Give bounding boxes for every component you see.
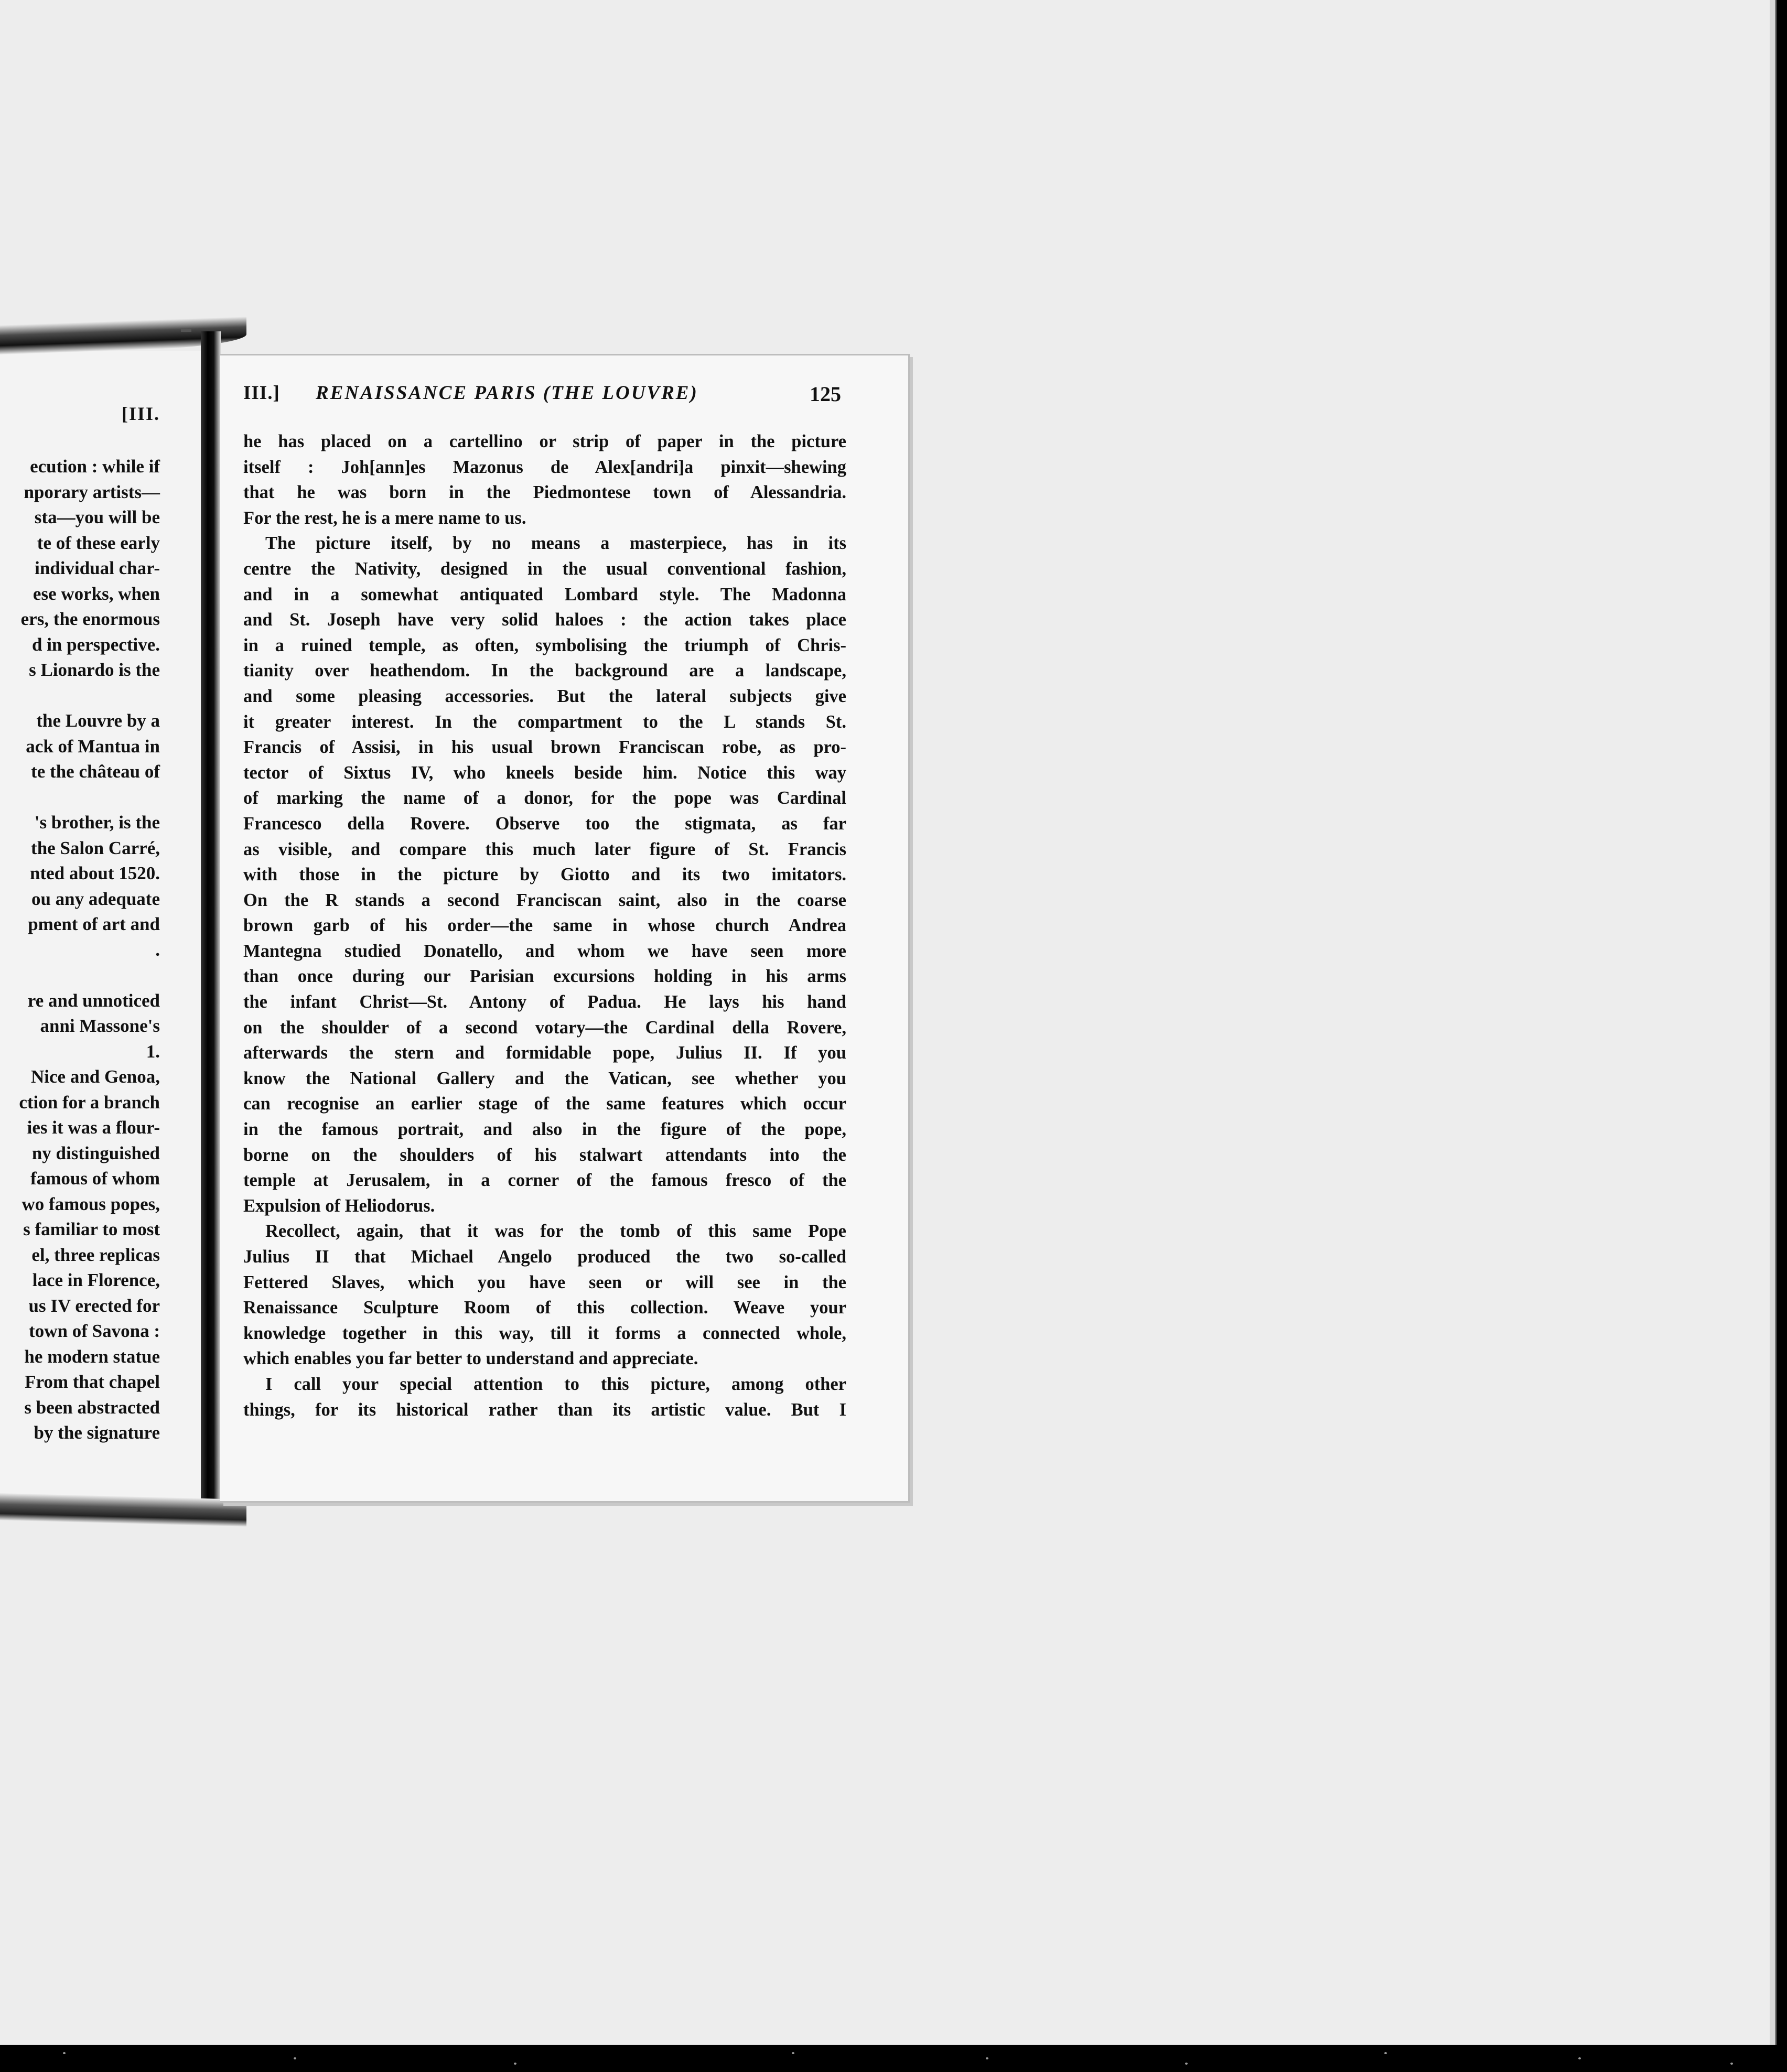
left-page-line: by the signature (34, 1422, 160, 1443)
body-line: borne on the shoulders of his stalwart attendants into the (243, 1145, 846, 1165)
left-page-line: s Lionardo is the (29, 660, 160, 680)
body-line: with those in the picture by Giotto and its two imitators. (243, 865, 846, 885)
left-page-line: ecution : while if (30, 456, 160, 477)
body-line: tianity over heathendom. In the background are a landscape, (243, 661, 846, 681)
left-page-line (0, 785, 160, 811)
body-line: knowledge together in this way, till it forms a connected whole, (243, 1323, 846, 1343)
left-page-line: re and unnoticed (27, 990, 160, 1011)
left-page-line (0, 683, 160, 709)
left-page-line: d in perspective. (31, 634, 160, 655)
left-page-line: nted about 1520. (30, 863, 160, 883)
body-line: and some pleasing accessories. But the lateral subjects give (243, 686, 846, 706)
left-page-line: lace in Florence, (32, 1270, 160, 1290)
left-page-header: [III. (121, 403, 160, 424)
film-speck (1730, 2063, 1733, 2065)
body-line: tector of Sixtus IV, who kneels beside him. Notice this way (243, 762, 846, 783)
left-page-line: nporary artists— (24, 481, 160, 502)
page-number: 125 (810, 382, 841, 406)
body-line: on the shoulder of a second votary—the Cardinal della Rovere, (243, 1017, 846, 1038)
left-page-line: sta—you will be (34, 507, 160, 527)
left-page-line: ese works, when (33, 583, 160, 604)
left-page-line: . (155, 939, 160, 960)
book-gutter (201, 331, 221, 1506)
body-line: Expulsion of Heliodorus. (243, 1195, 435, 1216)
body-line: things, for its historical rather than its artistic value. But I (243, 1399, 846, 1420)
body-line: of marking the name of a donor, for the pope was Cardinal (243, 788, 846, 808)
left-page-text (0, 454, 160, 1446)
body-line: know the National Gallery and the Vatican, see whether you (243, 1068, 846, 1088)
left-page-line: he modern statue (24, 1346, 160, 1367)
left-page-line: us IV erected for (28, 1295, 160, 1316)
body-line: he has placed on a cartellino or strip of paper in the picture (243, 431, 846, 451)
film-edge (0, 2045, 1787, 2072)
left-page-line: ction for a branch (19, 1092, 160, 1113)
film-speck (986, 2057, 988, 2059)
film-speck (63, 2052, 66, 2054)
left-page-line: ny distinguished (31, 1142, 160, 1163)
left-page-line: anni Massone's (40, 1016, 160, 1036)
film-speck (514, 2063, 516, 2065)
body-line: Renaissance Sculpture Room of this collection. Weave your (243, 1298, 846, 1318)
body-line: Francesco della Rovere. Observe too the stigmata, as far (243, 813, 846, 834)
body-line: which enables you far better to understand and appreciate. (243, 1348, 698, 1369)
body-line: it greater interest. In the compartment to the L stands St. (243, 711, 846, 732)
film-speck (792, 2052, 794, 2054)
body-line: Francis of Assisi, in his usual brown Franciscan robe, as pro- (243, 737, 846, 758)
left-page-line: individual char- (35, 558, 160, 578)
body-line: On the R stands a second Franciscan saint, also in the coarse (243, 890, 846, 910)
left-page-line: s been abstracted (24, 1397, 160, 1418)
body-line: that he was born in the Piedmontese town of Alessandria. (243, 482, 846, 503)
right-page (220, 354, 910, 1503)
left-page-line: From that chapel (25, 1372, 160, 1392)
left-page-line: 1. (146, 1041, 160, 1062)
body-line: can recognise an earlier stage of the same features which occur (243, 1094, 846, 1114)
film-speck (1185, 2063, 1188, 2065)
left-page-line: el, three replicas (31, 1244, 160, 1265)
left-page-line: ou any adequate (31, 888, 160, 909)
left-page-line: pment of art and (28, 914, 160, 934)
body-line: centre the Nativity, designed in the usual conventional fashion, (243, 558, 846, 579)
body-line: temple at Jerusalem, in a corner of the famous fresco of the (243, 1170, 846, 1191)
body-line: I call your special attention to this picture, among other (265, 1374, 846, 1394)
binding-mark (181, 329, 191, 332)
body-line: in a ruined temple, as often, symbolising the triumph of Chris- (243, 635, 846, 655)
left-page-line: te of these early (37, 532, 160, 553)
body-line: Fettered Slaves, which you have seen or will see in the (243, 1272, 846, 1292)
running-head-chapter: III.] (243, 382, 280, 404)
body-line: Mantegna studied Donatello, and whom we have seen more (243, 941, 846, 961)
left-page-line: town of Savona : (29, 1321, 160, 1341)
body-line: brown garb of his order—the same in whose church Andrea (243, 915, 846, 936)
film-speck (1578, 2057, 1581, 2059)
left-page-line: ack of Mantua in (26, 736, 160, 757)
body-line: and St. Joseph have very solid haloes : the action takes place (243, 610, 846, 630)
body-line: Recollect, again, that it was for the tomb of this same Pope (265, 1221, 846, 1242)
left-page-line: ies it was a flour- (27, 1117, 160, 1138)
left-page-line: s familiar to most (23, 1219, 160, 1239)
body-text (243, 429, 846, 1422)
body-line: in the famous portrait, and also in the figure of the pope, (243, 1119, 846, 1140)
left-page-line: Nice and Genoa, (31, 1066, 160, 1087)
body-line: as visible, and compare this much later figure of St. Francis (243, 839, 846, 859)
left-page-line (0, 963, 160, 988)
left-page-line: wo famous popes, (21, 1193, 160, 1214)
body-line: the infant Christ—St. Antony of Padua. He lays his hand (243, 992, 846, 1012)
body-line: The picture itself, by no means a masterpiece, has in its (265, 533, 846, 554)
left-page-line: ers, the enormous (20, 609, 160, 629)
film-speck (294, 2057, 296, 2059)
body-line: For the rest, he is a mere name to us. (243, 508, 526, 528)
body-line: Julius II that Michael Angelo produced the two so-called (243, 1247, 846, 1267)
left-page-line: famous of whom (30, 1168, 160, 1189)
running-head-title: RENAISSANCE PARIS (THE LOUVRE) (316, 382, 698, 404)
left-page-fragment (0, 351, 213, 1499)
left-page-line: the Salon Carré, (31, 837, 160, 858)
body-line: than once during our Parisian excursions holding in his arms (243, 966, 846, 987)
body-line: and in a somewhat antiquated Lombard style. The Madonna (243, 584, 846, 605)
film-speck (1384, 2052, 1387, 2054)
left-page-line: 's brother, is the (34, 812, 160, 833)
body-line: afterwards the stern and formidable pope, Julius II. If you (243, 1043, 846, 1063)
left-page-line: the Louvre by a (36, 710, 160, 731)
body-line: itself : Joh[ann]es Mazonus de Alex[andri]a pinxit—shewing (243, 457, 846, 477)
left-page-line: te the château of (31, 761, 160, 782)
